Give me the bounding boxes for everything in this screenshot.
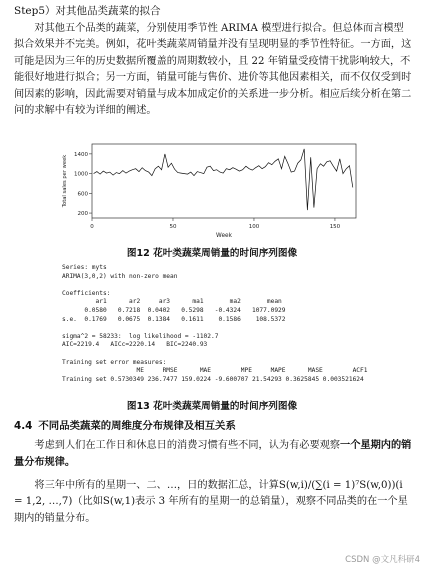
x-axis-label: Week bbox=[216, 233, 232, 239]
figure-12-caption: 图12 花叶类蔬菜周销量的时间序列图像 bbox=[126, 248, 298, 259]
sales-line-chart bbox=[56, 140, 364, 242]
x-tick-label: 50 bbox=[169, 224, 177, 230]
x-tick-label: 100 bbox=[248, 224, 260, 230]
paragraph-weekly-normal: 考虑到人们在工作日和休息日的消费习惯有些不同，认为有必要观察 bbox=[34, 440, 341, 451]
y-tick-label: 200 bbox=[77, 211, 88, 218]
section-heading bbox=[14, 417, 242, 432]
step-heading: Step5）对其他品类蔬菜的拟合 bbox=[14, 5, 161, 17]
y-tick-label: 1000 bbox=[74, 171, 88, 178]
section-title: 不同品类蔬菜的周维度分布规律及相互关系 bbox=[38, 420, 236, 432]
paragraph-weekly-bold: 一个星期内的销量分布规律。 bbox=[14, 439, 412, 469]
x-tick-label: 150 bbox=[329, 224, 341, 230]
paragraph-arima-fit: 对其他五个品类的蔬菜，分别使用季节性 ARIMA 模型进行拟合。但总体而言模型拟合效果并不完美。例如，花叶类蔬菜周销量并没有呈现明显的季节性特征。一方面，这可能是因为三年的历史数据所覆盖的周期数较小，且 22 年销量受疫情干扰影响较大，不能很好地进行拟合；另一方面，销量可能与售价、进价等其他因素相关，而不仅仅受到时间因素的影响，因此需要对销量与成本加成定价的关系进一步分析。相应后续分析在第二问的求解中有较为详细的阐述。 bbox=[14, 23, 412, 117]
sales-chart-svg bbox=[56, 140, 364, 242]
figure-13-caption: 图13 花叶类蔬菜周销量的时间序列图像 bbox=[126, 401, 298, 412]
x-tick-label: 0 bbox=[90, 224, 94, 230]
r-arima-output: Series: myts ARIMA(3,0,2) with non-zero mean Coefficients: ar1 ar2 ar3 ma1 ma2 mean 0.0580 0.7218 0.0402 0.5298 -0.4324 1077.0929 s.e. 0.1769 0.0675 0.1384 0.1611 0.1586 108.5372 sigma^2 = 58233: log likelihood = -1102.7 AIC=2219.4 AICc=2220.14 BIC=2240.93 Training set error measures: ME RMSE MAE MPE MAPE MASE ACF1 Training set 0.5730349 236.7477 159.0224 -9.600707 21.54293 0.3625845 0.003521624 bbox=[62, 264, 368, 383]
section-number: 4.4 bbox=[14, 420, 33, 432]
paragraph-weekly-method: 将三年中所有的星期一、二、…，日的数据汇总，计算S(w,i)/(∑(i = 1)⁷S(w,0))(i = 1,2, …,7)（比如S(w,1)表示 3 年所有的星期一的总销量），观察不同品类的在一个星期内的销量分布。 bbox=[14, 480, 408, 524]
y-tick-label: 1400 bbox=[74, 151, 88, 158]
y-tick-label: 600 bbox=[77, 191, 88, 198]
paragraph-weekly-intro bbox=[14, 437, 412, 472]
sales-series-line bbox=[94, 149, 353, 210]
y-axis-label: Total sales per week bbox=[62, 154, 68, 208]
watermark: CSDN @文凡科研4 bbox=[345, 555, 420, 565]
